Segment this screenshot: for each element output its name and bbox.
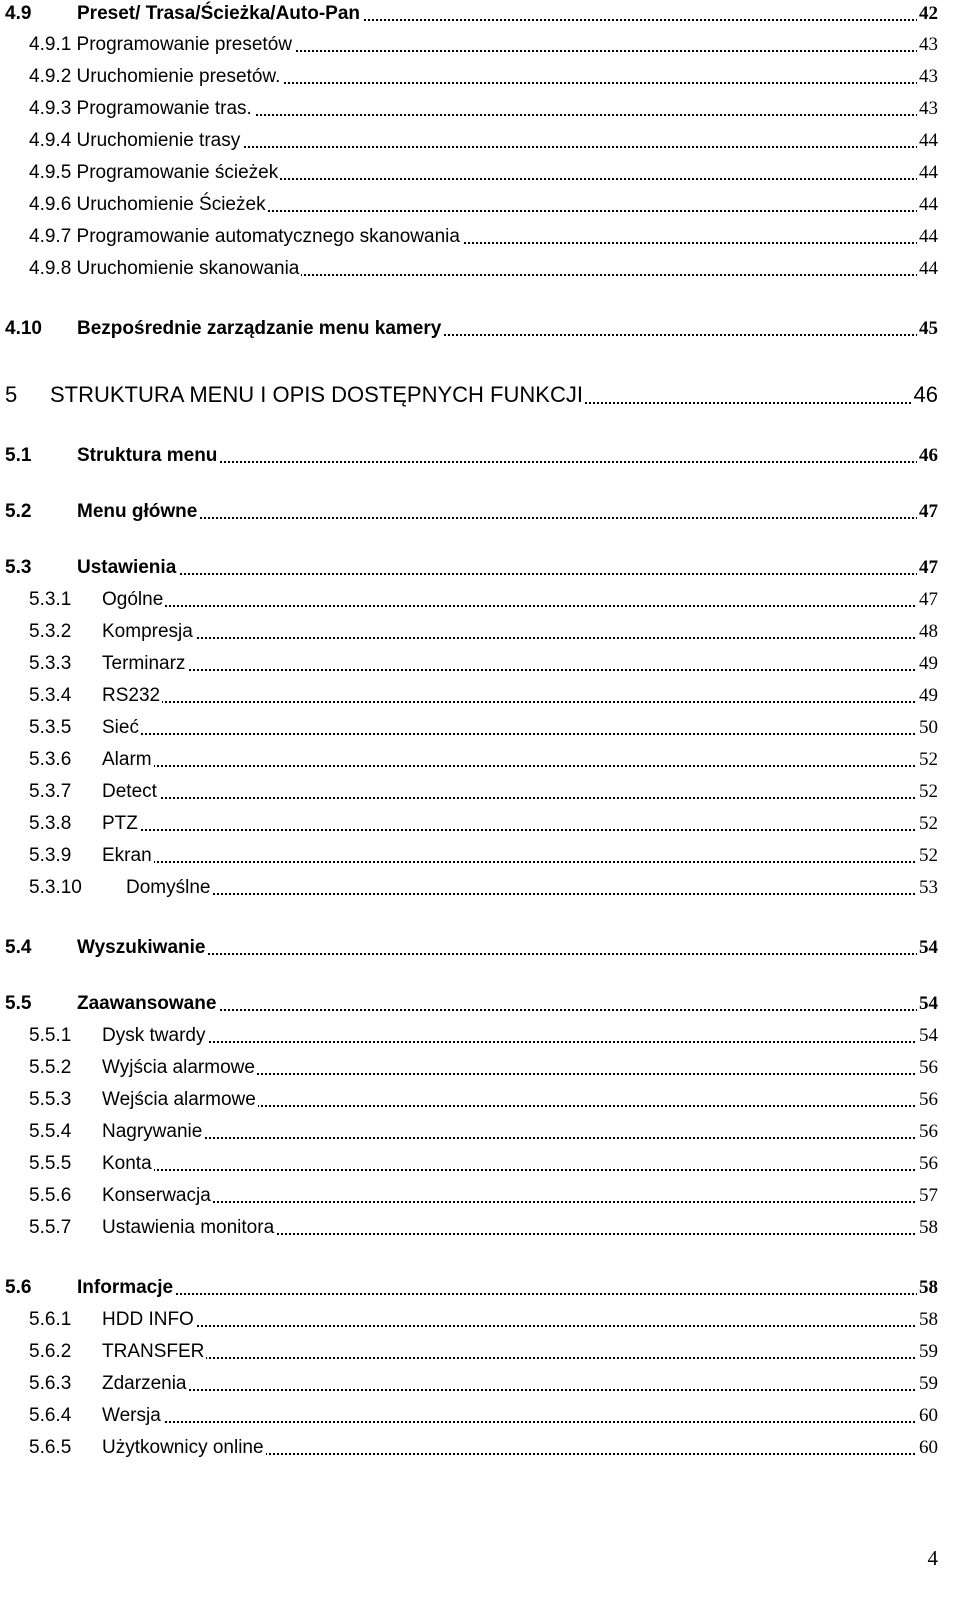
toc-entry[interactable] <box>0 161 960 185</box>
toc-entry-page: 52 <box>919 749 938 770</box>
toc-entry-page: 46 <box>919 445 938 466</box>
toc-entry-page: 53 <box>919 877 938 898</box>
dot-leader <box>102 1167 934 1171</box>
toc-entry-number: 5.5.4 <box>29 1121 72 1142</box>
toc-entry-title: Konta <box>102 1153 152 1174</box>
toc-entry[interactable] <box>0 716 960 740</box>
toc-entry-title: RS232 <box>102 685 161 706</box>
toc-entry-page: 45 <box>919 318 938 339</box>
toc-entry-title: Preset/ Trasa/Ścieżka/Auto-Pan <box>77 3 361 24</box>
toc-entry-number: 5.6.4 <box>29 1405 72 1426</box>
toc-entry[interactable] <box>0 500 960 524</box>
dot-leader <box>102 763 934 767</box>
toc-entry-title: Kompresja <box>102 621 193 642</box>
toc-entry-title: Ustawienia <box>77 557 177 578</box>
toc-entry[interactable] <box>0 129 960 153</box>
toc-entry-number: 5.6.1 <box>29 1309 72 1330</box>
toc-entry-number: 5.3.10 <box>29 877 82 898</box>
toc-entry[interactable] <box>0 780 960 804</box>
toc-entry-page: 47 <box>919 589 938 610</box>
toc-entry-title: 4.9.5 Programowanie ścieżek <box>29 162 279 183</box>
toc-entry-number: 5.3.8 <box>29 813 72 834</box>
toc-entry-number: 5.3.4 <box>29 685 72 706</box>
toc-entry-title: Nagrywanie <box>102 1121 203 1142</box>
dot-leader <box>77 515 934 519</box>
toc-entry-number: 5.5.1 <box>29 1025 72 1046</box>
toc-entry-page: 60 <box>919 1405 938 1426</box>
toc-entry[interactable] <box>0 620 960 644</box>
dot-leader <box>102 1323 934 1327</box>
toc-entry-number: 5.5 <box>5 993 32 1014</box>
toc-entry[interactable] <box>0 1024 960 1048</box>
toc-entry[interactable] <box>0 588 960 612</box>
toc-entry-page: 43 <box>919 34 938 55</box>
toc-entry-title: Ogólne <box>102 589 164 610</box>
toc-entry[interactable] <box>0 193 960 217</box>
toc-entry-title: TRANSFER <box>102 1341 205 1362</box>
toc-entry[interactable] <box>0 1372 960 1396</box>
toc-entry-number: 5.2 <box>5 501 32 522</box>
toc-entry-title: Dysk twardy <box>102 1025 206 1046</box>
toc-entry-page: 44 <box>919 194 938 215</box>
toc-entry-number: 5.3.6 <box>29 749 72 770</box>
toc-entry-number: 5.4 <box>5 937 32 958</box>
toc-entry-page: 56 <box>919 1057 938 1078</box>
toc-entry-number: 5.3.5 <box>29 717 72 738</box>
toc-entry-number: 5.3 <box>5 557 32 578</box>
toc-entry-title: Wejścia alarmowe <box>102 1089 256 1110</box>
toc-entry[interactable] <box>0 381 960 409</box>
toc-entry[interactable] <box>0 812 960 836</box>
toc-entry-title: Alarm <box>102 749 152 770</box>
toc-entry[interactable] <box>0 1404 960 1428</box>
toc-entry-page: 58 <box>919 1277 938 1298</box>
toc-entry-page: 46 <box>913 382 938 407</box>
toc-entry[interactable] <box>0 225 960 249</box>
toc-entry-title: Wyjścia alarmowe <box>102 1057 255 1078</box>
toc-entry-title: Wyszukiwanie <box>77 937 206 958</box>
dot-leader <box>77 1291 934 1295</box>
toc-entry-page: 60 <box>919 1437 938 1458</box>
toc-entry-page: 54 <box>919 1025 938 1046</box>
toc-entry-number: 4.9 <box>5 3 32 24</box>
toc-entry-page: 50 <box>919 717 938 738</box>
toc-entry[interactable] <box>0 748 960 772</box>
toc-entry-page: 59 <box>919 1341 938 1362</box>
toc-entry-title: Ekran <box>102 845 152 866</box>
dot-leader <box>102 1199 934 1203</box>
toc-entry[interactable] <box>0 1216 960 1240</box>
toc-entry[interactable] <box>0 556 960 580</box>
toc-entry[interactable] <box>0 936 960 960</box>
toc-entry-title: 4.9.6 Uruchomienie Ścieżek <box>29 194 266 215</box>
toc-entry-page: 54 <box>919 993 938 1014</box>
toc-entry-number: 5.6.3 <box>29 1373 72 1394</box>
toc-entry-number: 4.10 <box>5 318 42 339</box>
toc-entry-title: Ustawienia monitora <box>102 1217 275 1238</box>
toc-entry[interactable] <box>0 1056 960 1080</box>
toc-entry-number: 5.6 <box>5 1277 32 1298</box>
toc-entry-title: Sieć <box>102 717 139 738</box>
toc-entry-number: 5.3.9 <box>29 845 72 866</box>
toc-entry[interactable] <box>0 317 960 341</box>
toc-entry-title: Struktura menu <box>77 445 218 466</box>
toc-entry-title: 4.9.3 Programowanie tras. <box>29 98 252 119</box>
toc-entry[interactable] <box>0 2 960 26</box>
toc-entry[interactable] <box>0 1184 960 1208</box>
toc-entry-number: 5.1 <box>5 445 32 466</box>
toc-entry[interactable] <box>0 1308 960 1332</box>
toc-entry-page: 44 <box>919 162 938 183</box>
dot-leader <box>126 891 934 895</box>
dot-leader <box>102 827 934 831</box>
toc-entry[interactable] <box>0 97 960 121</box>
dot-leader <box>102 731 934 735</box>
toc-entry-title: HDD INFO <box>102 1309 194 1330</box>
toc-entry-page: 48 <box>919 621 938 642</box>
toc-entry[interactable] <box>0 1152 960 1176</box>
toc-entry-page: 58 <box>919 1217 938 1238</box>
toc-entry-page: 59 <box>919 1373 938 1394</box>
toc-entry[interactable] <box>0 65 960 89</box>
dot-leader <box>102 635 934 639</box>
dot-leader <box>102 1387 934 1391</box>
toc-entry-title: STRUKTURA MENU I OPIS DOSTĘPNYCH FUNKCJI <box>50 382 583 407</box>
toc-entry-number: 5.5.6 <box>29 1185 72 1206</box>
toc-entry-page: 56 <box>919 1121 938 1142</box>
toc-entry-title: Wersja <box>102 1405 161 1426</box>
toc-entry-title: Terminarz <box>102 653 186 674</box>
toc-entry-title: 4.9.4 Uruchomienie trasy <box>29 130 241 151</box>
toc-entry-page: 52 <box>919 781 938 802</box>
toc-entry[interactable] <box>0 444 960 468</box>
dot-leader <box>102 1039 934 1043</box>
toc-entry[interactable] <box>0 1120 960 1144</box>
toc-entry-page: 56 <box>919 1089 938 1110</box>
dot-leader <box>102 1419 934 1423</box>
toc-entry-number: 5.3.7 <box>29 781 72 802</box>
toc-entry-number: 5 <box>5 382 18 407</box>
toc-entry[interactable] <box>0 1436 960 1460</box>
toc-entry-page: 52 <box>919 813 938 834</box>
toc-entry-page: 49 <box>919 685 938 706</box>
toc-entry-number: 5.5.5 <box>29 1153 72 1174</box>
toc-entry-title: Detect <box>102 781 157 802</box>
dot-leader <box>102 667 934 671</box>
dot-leader <box>102 699 934 703</box>
toc-entry-title: 4.9.1 Programowanie presetów <box>29 34 292 55</box>
toc-entry-number: 5.5.3 <box>29 1089 72 1110</box>
toc-entry-page: 49 <box>919 653 938 674</box>
toc-entry-page: 44 <box>919 130 938 151</box>
dot-leader <box>102 1355 934 1359</box>
dot-leader <box>77 571 934 575</box>
toc-entry[interactable] <box>0 1088 960 1112</box>
toc-entry-title: Domyślne <box>126 877 211 898</box>
toc-entry[interactable] <box>0 1340 960 1364</box>
toc-entry-title: Bezpośrednie zarządzanie menu kamery <box>77 318 442 339</box>
toc-entry-page: 52 <box>919 845 938 866</box>
toc-entry[interactable] <box>0 33 960 57</box>
toc-entry-page: 47 <box>919 557 938 578</box>
toc-entry-number: 5.5.2 <box>29 1057 72 1078</box>
toc-entry-page: 58 <box>919 1309 938 1330</box>
toc-entry[interactable] <box>0 992 960 1016</box>
toc-entry[interactable] <box>0 844 960 868</box>
toc-entry[interactable] <box>0 876 960 900</box>
toc-entry-title: Informacje <box>77 1277 174 1298</box>
toc-entry-title: 4.9.8 Uruchomienie skanowania <box>29 258 300 279</box>
toc-entry-title: Zaawansowane <box>77 993 217 1014</box>
toc-entry-page: 44 <box>919 258 938 279</box>
toc-entry-page: 42 <box>919 3 938 24</box>
toc-entry-number: 5.6.2 <box>29 1341 72 1362</box>
dot-leader <box>102 603 934 607</box>
toc-entry-title: PTZ <box>102 813 138 834</box>
toc-entry-number: 5.3.3 <box>29 653 72 674</box>
toc-entry-page: 56 <box>919 1153 938 1174</box>
toc-entry-number: 5.3.2 <box>29 621 72 642</box>
toc-entry[interactable] <box>0 684 960 708</box>
toc-entry-page: 43 <box>919 98 938 119</box>
toc-entry-number: 5.5.7 <box>29 1217 72 1238</box>
toc-entry-title: 4.9.2 Uruchomienie presetów. <box>29 66 281 87</box>
toc-entry-number: 5.3.1 <box>29 589 72 610</box>
dot-leader <box>102 795 934 799</box>
toc-entry[interactable] <box>0 257 960 281</box>
page-number: 4 <box>927 1546 938 1570</box>
toc-entry-title: 4.9.7 Programowanie automatycznego skanowania <box>29 226 460 247</box>
dot-leader <box>102 859 934 863</box>
toc-entry-title: Zdarzenia <box>102 1373 187 1394</box>
toc-entry-page: 54 <box>919 937 938 958</box>
toc-entry-title: Użytkownicy online <box>102 1437 264 1458</box>
toc-entry-page: 57 <box>919 1185 938 1206</box>
dot-leader <box>102 1135 934 1139</box>
toc-entry[interactable] <box>0 652 960 676</box>
toc-entry[interactable] <box>0 1276 960 1300</box>
toc-entry-number: 5.6.5 <box>29 1437 72 1458</box>
toc-entry-page: 43 <box>919 66 938 87</box>
toc-entry-page: 44 <box>919 226 938 247</box>
toc-entry-title: Menu główne <box>77 501 198 522</box>
toc-entry-page: 47 <box>919 501 938 522</box>
toc-entry-title: Konserwacja <box>102 1185 211 1206</box>
